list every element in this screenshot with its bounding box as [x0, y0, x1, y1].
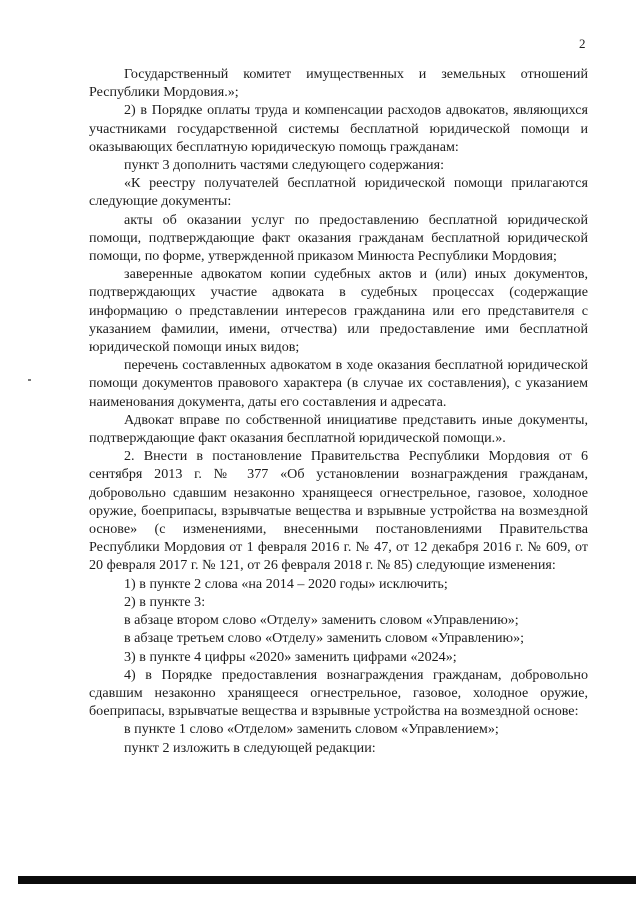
paragraph: «К реестру получателей бесплатной юридической помощи прилагаются следующие документы:: [89, 175, 588, 210]
paragraph: в абзаце третьем слово «Отделу» заменить словом «Управлению»;: [124, 630, 525, 647]
paragraph: в пункте 1 слово «Отделом» заменить словом «Управлением»;: [124, 721, 499, 738]
scan-speck: [28, 379, 31, 381]
document-body: [89, 65, 588, 757]
paragraph: 1) в пункте 2 слова «на 2014 – 2020 годы» исключить;: [124, 575, 448, 592]
paragraph: 2. Внести в постановление Правительства Республики Мордовия от 6 сентября 2013 г. № 377 «Об установлении вознаграждения гражданам, добровольно сдавшим незаконно хранящееся огнестрельное, газовое, холодное оружие, боеприпасы, взрывчатые вещества и взрывные устройства на возмездной основе» (с изменениями, внесенными постановлениями Правительства Республики Мордовия от 1 февраля 2016 г. № 47, от 12 декабря 2016 г. № 609, от 20 февраля 2017 г. № 121, от 26 февраля 2018 г. № 85) следующие изменения:: [89, 448, 588, 574]
paragraph: пункт 3 дополнить частями следующего содержания:: [124, 157, 444, 174]
paragraph: пункт 2 изложить в следующей редакции:: [124, 739, 376, 756]
paragraph: 3) в пункте 4 цифры «2020» заменить цифрами «2024»;: [124, 648, 457, 665]
scan-edge-bar: [18, 876, 636, 884]
paragraph: Адвокат вправе по собственной инициативе представить иные документы, подтверждающие факт оказания бесплатной юридической помощи.».: [89, 411, 588, 447]
paragraph: 2) в пункте 3:: [124, 593, 206, 610]
paragraph: 4) в Порядке предоставления вознаграждения гражданам, добровольно сдавшим незаконно хранящееся огнестрельное, газовое, холодное оружие, боеприпасы, взрывчатые вещества и взрывные устройства на возмездной основе:: [89, 666, 588, 720]
paragraph: заверенные адвокатом копии судебных актов и (или) иных документов, подтверждающих участие адвоката в судебных процессах (содержащие информацию о представлении интересов гражданина или его представителя с указанием фамилии, имени, отчества) или предоставление ими бесплатной юридической помощи иных видов;: [89, 266, 588, 356]
page-number: 2: [579, 36, 586, 51]
paragraph: перечень составленных адвокатом в ходе оказания бесплатной юридической помощи документов правового характера (в случае их составления), с указанием наименования документа, даты его составления и адресата.: [89, 357, 588, 410]
paragraph: акты об оказании услуг по предоставлению бесплатной юридической помощи, подтверждающие факт оказания гражданам бесплатной юридической помощи, по форме, утвержденной приказом Минюста Республики Мордовия;: [89, 211, 588, 265]
paragraph: Государственный комитет имущественных и земельных отношений Республики Мордовия.»;: [89, 66, 588, 101]
paragraph: 2) в Порядке оплаты труда и компенсации расходов адвокатов, являющихся участниками государственной системы бесплатной юридической помощи и оказывающих бесплатную юридическую помощь гражданам:: [89, 102, 588, 155]
paragraph: в абзаце втором слово «Отделу» заменить словом «Управлению»;: [124, 612, 519, 629]
